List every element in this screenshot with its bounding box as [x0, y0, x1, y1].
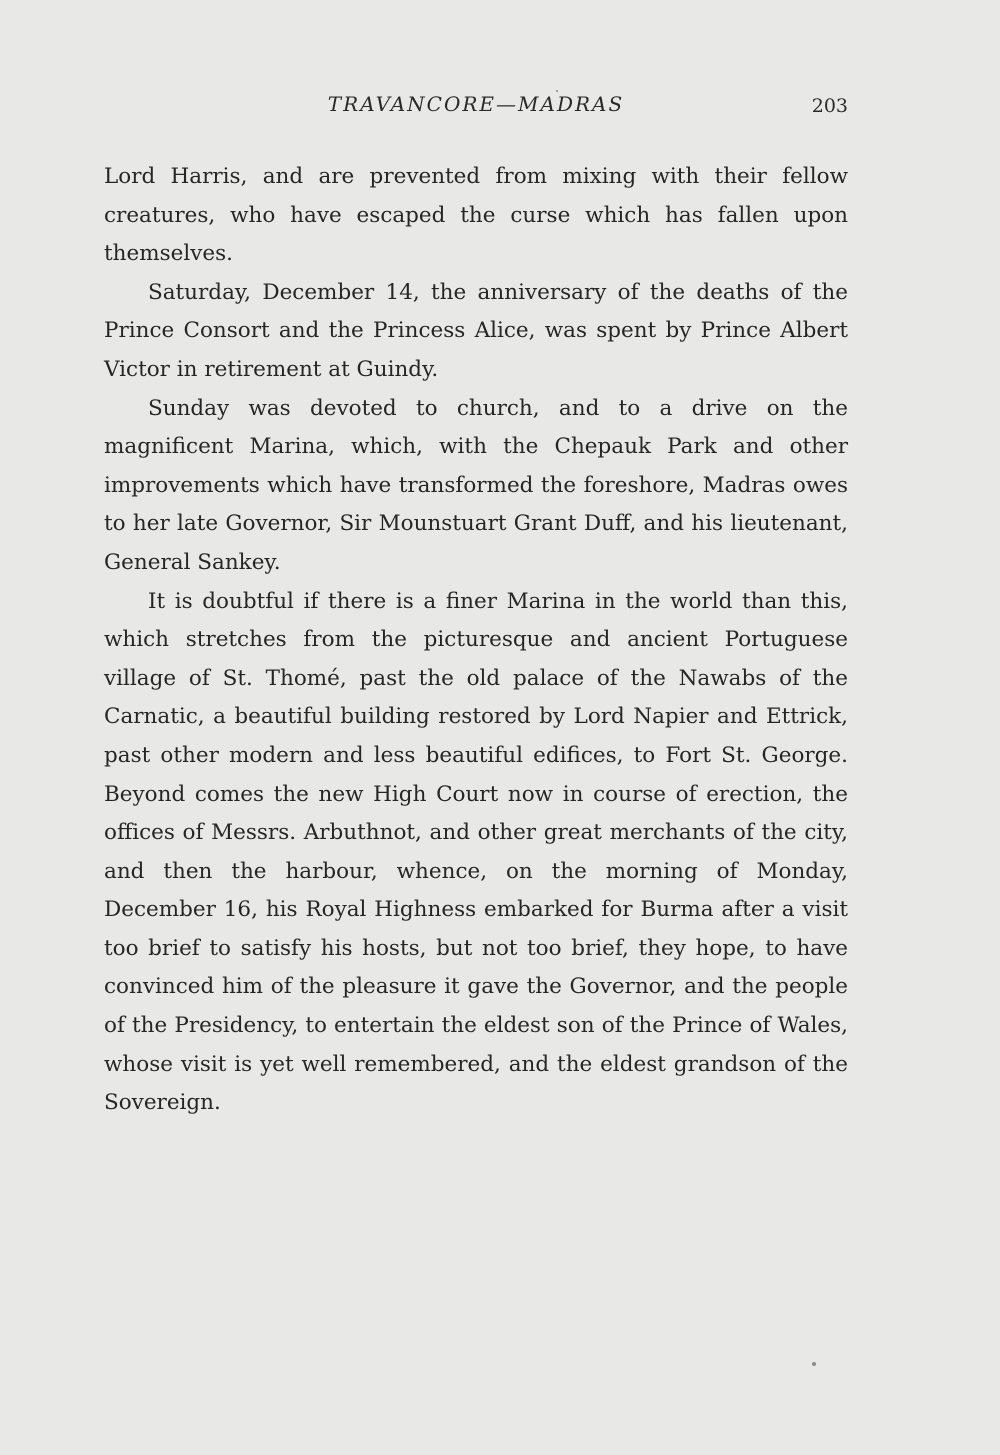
running-head — [104, 92, 848, 132]
paragraph-2: Saturday, December 14, the anniversary of the deaths of the Prince Consort and the Princess Alice, was spent by Prince Albert Victor in retirement at Guindy. — [104, 279, 848, 382]
running-title: TRAVANCORE—MADRAS — [327, 92, 625, 116]
paragraph-4: It is doubtful if there is a finer Marina in the world than this, which stretches from the picturesque and ancient Portuguese village of St. Thomé, past the old palace of the Nawabs of the Carnatic, a beautiful building restored by Lord Napier and Ettrick, past other modern and less beautiful edifices, to Fort St. George. Beyond comes the new High Court now in course of erection, the offices of Messrs. Arbuthnot, and other great merchants of the city, and then the harbour, whence, on the morning of Monday, December 16, his Royal Highness embarked for Burma after a visit too brief to satisfy his hosts, but not too brief, they hope, to have convinced him of the pleasure it gave the Governor, and the people of the Presidency, to entertain the eldest son of the Prince of Wales, whose visit is yet well remembered, and the eldest grandson of the Sovereign. — [104, 588, 848, 1116]
paper-speck — [556, 90, 558, 92]
paragraph-1: Lord Harris, and are prevented from mixing with their fellow creatures, who have escaped the curse which has fallen upon themselves. — [104, 164, 848, 267]
body-text — [104, 158, 848, 1123]
page-number: 203 — [811, 95, 848, 117]
paper-speck — [812, 1362, 816, 1366]
paragraph-3: Sunday was devoted to church, and to a drive on the magnificent Marina, which, with the Chepauk Park and other improvements which have transformed the foreshore, Madras owes to her late Governor, Sir Mounstuart Grant Duff, and his lieutenant, General Sankey. — [104, 395, 848, 575]
